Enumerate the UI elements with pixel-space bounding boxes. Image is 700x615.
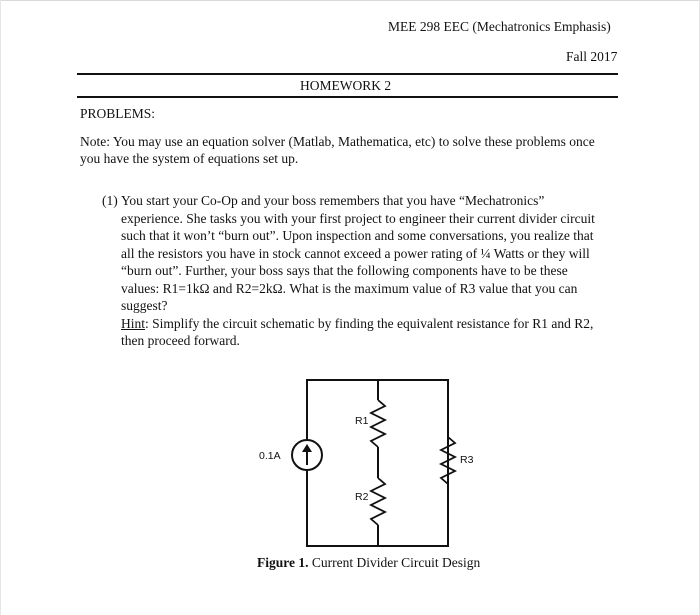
problem-line: suggest? bbox=[121, 298, 168, 313]
term-label: Fall 2017 bbox=[566, 49, 618, 64]
resistor-r1 bbox=[371, 400, 385, 447]
resistor-r2 bbox=[371, 478, 385, 525]
figure-caption bbox=[257, 554, 480, 572]
note-line: you have the system of equations set up. bbox=[80, 151, 299, 166]
hint-text: : Simplify the circuit schematic by finding the equivalent resistance for R1 and R2, bbox=[145, 315, 594, 331]
source-label: 0.1A bbox=[259, 450, 281, 462]
note-line: Note: You may use an equation solver (Matlab, Mathematica, etc) to solve these problems once bbox=[80, 134, 595, 149]
r1-label: R1 bbox=[355, 415, 369, 427]
problem-line: such that it won’t “burn out”. Upon inspection and some conversations, you realize that bbox=[121, 228, 594, 243]
problem-number: (1) bbox=[102, 193, 118, 208]
r3-label: R3 bbox=[460, 454, 474, 466]
r2-label: R2 bbox=[355, 491, 369, 503]
homework-title: HOMEWORK 2 bbox=[300, 78, 392, 93]
caption-text: Current Divider Circuit Design bbox=[308, 555, 481, 570]
hint-label: Hint bbox=[121, 315, 146, 331]
course-title: MEE 298 EEC (Mechatronics Emphasis) bbox=[388, 19, 611, 34]
problem-line: experience. She tasks you with your first project to engineer their current divider circuit bbox=[121, 210, 595, 226]
problem-line: “burn out”. Further, your boss says that the following components have to be these bbox=[121, 263, 568, 278]
problem-line: You start your Co-Op and your boss remembers that you have “Mechatronics” bbox=[121, 193, 545, 208]
problems-heading: PROBLEMS: bbox=[80, 106, 156, 121]
caption-label: Figure 1. bbox=[257, 555, 309, 570]
problem-line: all the resistors you have in stock cannot exceed a power rating of ¼ Watts or they will bbox=[121, 245, 590, 261]
problem-line: values: R1=1kΩ and R2=2kΩ. What is the maximum value of R3 value that you can bbox=[121, 280, 578, 296]
hint-line: then proceed forward. bbox=[121, 333, 240, 348]
